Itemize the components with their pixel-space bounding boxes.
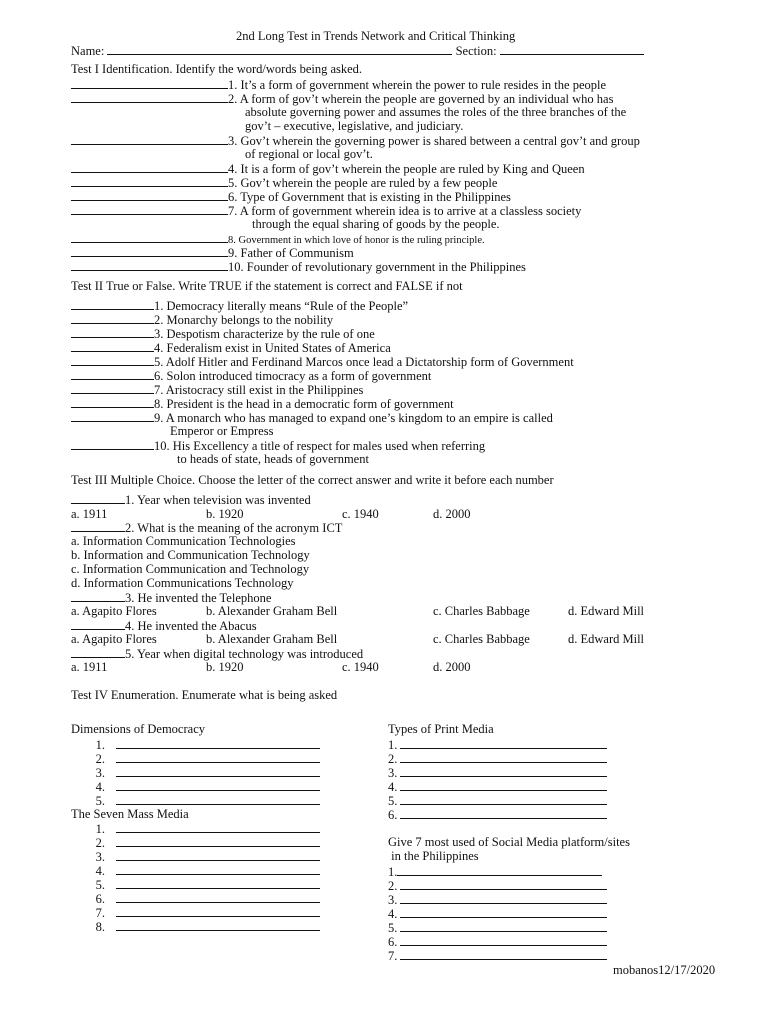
question-text: 7. A form of government wherein idea is to arrive at a classless society [228, 204, 582, 218]
name-line [71, 43, 644, 58]
answer-blank[interactable] [400, 920, 607, 932]
answer-blank[interactable] [400, 765, 607, 777]
dimensions-title: Dimensions of Democracy [71, 722, 205, 736]
question-continuation: absolute governing power and assumes the roles of the three branches of the [245, 105, 627, 119]
answer-blank[interactable] [71, 492, 125, 504]
test3-question-1 [71, 492, 311, 507]
answer-blank[interactable] [400, 878, 607, 890]
answer-blank[interactable] [71, 259, 228, 271]
question-text: 5. Year when digital technology was introduced [125, 647, 364, 661]
answer-blank[interactable] [116, 891, 320, 903]
answer-blank[interactable] [71, 231, 228, 243]
test2-item-1 [71, 298, 408, 313]
list-item: 3. [388, 892, 607, 907]
test2-item-9 [71, 410, 553, 425]
answer-blank[interactable] [400, 751, 607, 763]
list-item: 7. [388, 948, 607, 963]
answer-blank[interactable] [116, 919, 320, 931]
answer-blank[interactable] [71, 618, 125, 630]
test1-item-5 [71, 175, 497, 190]
answer-blank[interactable] [116, 737, 320, 749]
test3-heading: Test III Multiple Choice. Choose the letter of the correct answer and write it before each number [71, 473, 554, 487]
question-text: 5. Adolf Hitler and Ferdinand Marcos once lead a Dictatorship form of Government [154, 355, 574, 369]
test1-item-7 [71, 203, 581, 218]
list-item: 3. [94, 849, 320, 864]
test1-item-10 [71, 259, 526, 274]
test4-heading: Test IV Enumeration. Enumerate what is being asked [71, 688, 338, 702]
answer-blank[interactable] [71, 298, 154, 310]
answer-blank[interactable] [71, 161, 228, 173]
choice-c: c. Charles Babbage [433, 632, 530, 646]
question-text: 9. A monarch who has managed to expand one’s kingdom to an empire is called [154, 411, 553, 425]
list-item: 6. [94, 891, 320, 906]
choice-c: c. Information Communication and Technology [71, 562, 310, 576]
answer-blank[interactable] [116, 779, 320, 791]
choice-d: d. 2000 [433, 660, 471, 674]
test1-item-2 [71, 91, 613, 106]
question-continuation: to heads of state, heads of government [177, 452, 369, 466]
answer-blank[interactable] [71, 326, 154, 338]
test3-question-5 [71, 646, 363, 661]
answer-blank[interactable] [71, 203, 228, 215]
answer-blank[interactable] [71, 133, 228, 145]
choice-d: d. Information Communications Technology [71, 576, 294, 590]
test2-item-5 [71, 354, 574, 369]
question-text: 1. It’s a form of government wherein the power to rule resides in the people [228, 78, 607, 92]
answer-blank[interactable] [71, 312, 154, 324]
test1-item-4 [71, 161, 585, 176]
list-item: 5. [94, 793, 320, 808]
name-label: Name: [71, 44, 105, 58]
question-text: 4. Federalism exist in United States of America [154, 341, 391, 355]
list-item: 4. [94, 863, 320, 878]
question-text: 5. Gov’t wherein the people are ruled by a few people [228, 176, 498, 190]
answer-blank[interactable] [71, 410, 154, 422]
answer-blank[interactable] [71, 438, 154, 450]
mass-media-title: The Seven Mass Media [71, 807, 189, 821]
question-text: 3. He invented the Telephone [125, 591, 272, 605]
page-title: 2nd Long Test in Trends Network and Critical Thinking [236, 29, 516, 43]
section-field[interactable] [500, 43, 644, 55]
test2-item-4 [71, 340, 391, 355]
list-item: 8. [94, 919, 320, 934]
answer-blank[interactable] [116, 905, 320, 917]
choice-a: a. 1911 [71, 507, 108, 521]
answer-blank[interactable] [71, 245, 228, 257]
test3-question-2 [71, 520, 342, 535]
answer-blank[interactable] [71, 396, 154, 408]
choice-c: c. Charles Babbage [433, 604, 530, 618]
answer-blank[interactable] [71, 175, 228, 187]
test2-item-8 [71, 396, 454, 411]
answer-blank[interactable] [400, 906, 607, 918]
question-text: 10. His Excellency a title of respect for males used when referring [154, 439, 486, 453]
list-item: 6. [388, 807, 607, 822]
question-text: 3. Gov’t wherein the governing power is shared between a central gov’t and group [228, 134, 640, 148]
answer-blank[interactable] [71, 91, 228, 103]
answer-blank[interactable] [400, 807, 607, 819]
answer-blank[interactable] [400, 948, 607, 960]
test1-item-9 [71, 245, 354, 260]
test3-question-3 [71, 590, 271, 605]
test2-item-10 [71, 438, 485, 453]
test1-item-6 [71, 189, 511, 204]
social-media-subtitle: in the Philippines [388, 849, 479, 863]
answer-blank[interactable] [71, 189, 228, 201]
list-item: 5. [94, 877, 320, 892]
answer-blank[interactable] [116, 751, 320, 763]
answer-blank[interactable] [400, 934, 607, 946]
question-text: 3. Despotism characterize by the rule of one [154, 327, 375, 341]
question-text: 1. Democracy literally means “Rule of the People” [154, 299, 409, 313]
choice-b: b. Information and Communication Technology [71, 548, 310, 562]
question-text: 2. What is the meaning of the acronym ICT [125, 521, 343, 535]
question-continuation: Emperor or Empress [170, 424, 274, 438]
list-item: 2. [388, 751, 607, 766]
answer-blank[interactable] [116, 877, 320, 889]
question-continuation: of regional or local gov’t. [245, 147, 373, 161]
social-media-title: Give 7 most used of Social Media platform/sites [388, 835, 630, 849]
question-text: 2. Monarchy belongs to the nobility [154, 313, 334, 327]
list-item: 7. [94, 905, 320, 920]
list-item: 3. [94, 765, 320, 780]
list-item: 2. [94, 751, 320, 766]
answer-blank[interactable] [400, 779, 607, 791]
answer-blank[interactable] [71, 382, 154, 394]
answer-blank[interactable] [116, 835, 320, 847]
answer-blank[interactable] [71, 590, 125, 602]
question-continuation: gov’t – executive, legislative, and judiciary. [245, 119, 464, 133]
question-text: 10. Founder of revolutionary government in the Philippines [228, 260, 526, 274]
question-text: 1. Year when television was invented [125, 493, 311, 507]
test2-item-3 [71, 326, 375, 341]
answer-blank[interactable] [71, 520, 125, 532]
footer-stamp: mobanos12/17/2020 [613, 963, 716, 977]
question-text: 8. President is the head in a democratic form of government [154, 397, 454, 411]
question-text: 4. It is a form of gov’t wherein the people are ruled by King and Queen [228, 162, 585, 176]
answer-blank[interactable] [71, 340, 154, 352]
choice-b: b. Alexander Graham Bell [206, 632, 338, 646]
answer-blank[interactable] [71, 368, 154, 380]
test2-item-6 [71, 368, 431, 383]
name-field[interactable] [107, 43, 452, 55]
list-item: 2. [388, 878, 607, 893]
choice-a: a. Agapito Flores [71, 632, 157, 646]
answer-blank[interactable] [71, 646, 125, 658]
answer-blank[interactable] [116, 849, 320, 861]
question-text: 6. Type of Government that is existing in the Philippines [228, 190, 511, 204]
answer-blank[interactable] [71, 77, 228, 89]
choice-b: b. Alexander Graham Bell [206, 604, 338, 618]
list-item: 2. [94, 835, 320, 850]
answer-blank[interactable] [400, 793, 607, 805]
test2-item-2 [71, 312, 333, 327]
answer-blank[interactable] [400, 892, 607, 904]
list-item: 1. [388, 864, 602, 879]
list-item: 6. [388, 934, 607, 949]
list-item: 5. [388, 793, 607, 808]
test1-heading: Test I Identification. Identify the word/words being asked. [71, 62, 363, 76]
choice-d: d. 2000 [433, 507, 471, 521]
list-item: 1. [388, 737, 607, 752]
question-text: 9. Father of Communism [228, 246, 354, 260]
list-item: 4. [388, 906, 607, 921]
question-text: 7. Aristocracy still exist in the Philippines [154, 383, 364, 397]
answer-blank[interactable] [400, 737, 607, 749]
question-continuation: through the equal sharing of goods by the people. [252, 217, 500, 231]
choice-d: d. Edward Mill [568, 604, 645, 618]
answer-blank[interactable] [116, 863, 320, 875]
test2-heading: Test II True or False. Write TRUE if the statement is correct and FALSE if not [71, 279, 463, 293]
list-item: 1. [94, 821, 320, 836]
test2-item-7 [71, 382, 363, 397]
choice-d: d. Edward Mill [568, 632, 645, 646]
choice-c: c. 1940 [342, 507, 379, 521]
choice-c: c. 1940 [342, 660, 379, 674]
list-item: 4. [94, 779, 320, 794]
question-text: 4. He invented the Abacus [125, 619, 257, 633]
list-item: 4. [388, 779, 607, 794]
answer-blank[interactable] [116, 765, 320, 777]
list-item: 3. [388, 765, 607, 780]
choice-a: a. 1911 [71, 660, 108, 674]
choice-a: a. Agapito Flores [71, 604, 157, 618]
test1-item-1 [71, 77, 606, 92]
choice-b: b. 1920 [206, 660, 244, 674]
choice-b: b. 1920 [206, 507, 244, 521]
answer-blank[interactable] [71, 354, 154, 366]
section-label: Section: [455, 44, 497, 58]
list-item: 1. [94, 737, 320, 752]
question-text: 6. Solon introduced timocracy as a form of government [154, 369, 432, 383]
answer-blank[interactable] [116, 793, 320, 805]
question-text: 8. Government in which love of honor is the ruling principle. [228, 235, 485, 246]
print-media-title: Types of Print Media [388, 722, 494, 736]
answer-blank[interactable] [397, 864, 602, 876]
answer-blank[interactable] [116, 821, 320, 833]
list-item: 5. [388, 920, 607, 935]
choice-a: a. Information Communication Technologies [71, 534, 296, 548]
question-text: 2. A form of gov’t wherein the people are governed by an individual who has [228, 92, 614, 106]
test1-item-3 [71, 133, 640, 148]
test3-question-4 [71, 618, 257, 633]
